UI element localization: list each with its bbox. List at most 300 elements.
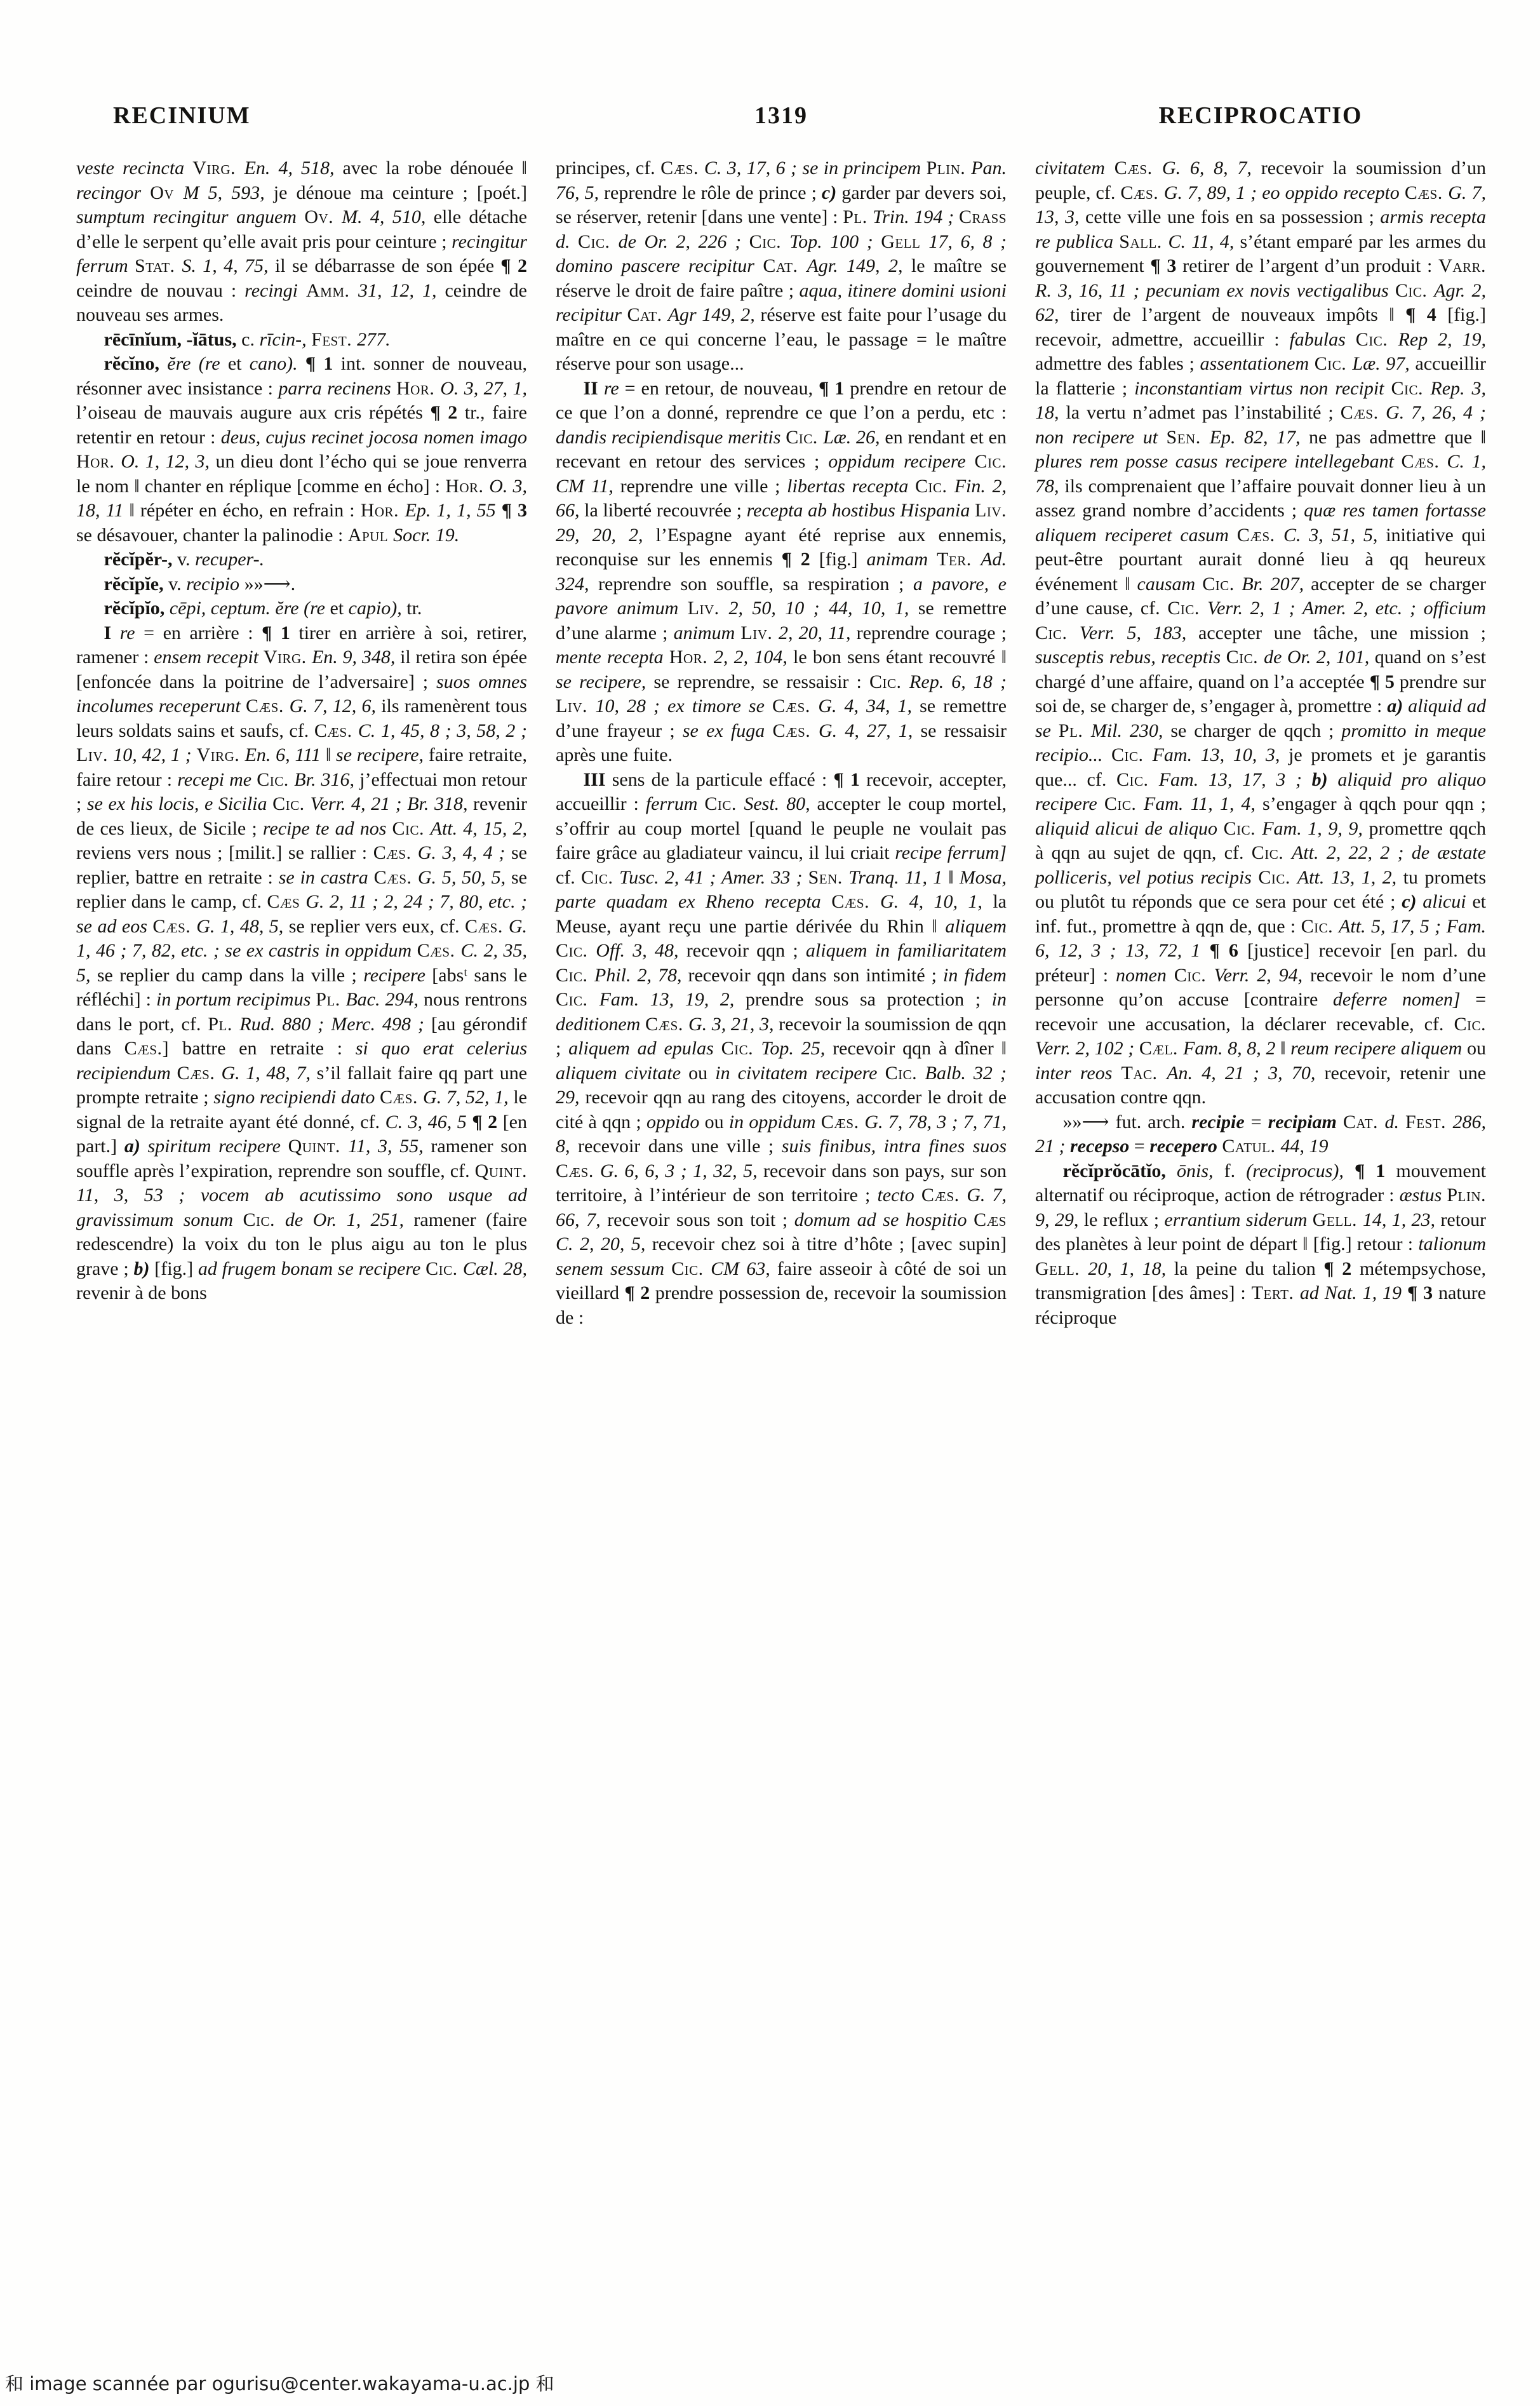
text-run: se remettre d’une frayeur ; [556,696,1007,741]
paragraph [76,572,527,597]
text-run: Att. 4, 15, 2, [430,817,528,839]
text-run: C. 3, 46, 5 [385,1111,472,1132]
text-run: et inf. fut., promettre à qqn de, que : [1035,891,1487,937]
text-run: rĕcĭno, [104,353,168,374]
text-run: rēcīnĭum, -ĭātus, [104,328,242,350]
text-run: Cic. [1116,769,1159,790]
text-run: parra recinens [278,377,396,399]
text-run: Varr. [1438,255,1487,276]
text-run: An. 4, 21 ; 3, 70, [1167,1062,1325,1084]
text-run: accueillir la flatterie ; [1035,353,1486,399]
text-run: recevoir chez soi à titre d’hôte ; [avec supin] [652,1233,1007,1254]
text-run: Cic. [915,475,954,497]
text-run: M. 4, 510, [342,206,434,227]
text-run: l’oiseau de mauvais augure aux cris répétés [76,402,431,423]
text-run: G. 7, 13, 3, [1035,182,1486,227]
text-run: c) [1402,891,1423,912]
text-run: c) [821,182,842,203]
text-run: Balb. 32 ; 29, [556,1062,1007,1108]
text-run: Rud. 880 ; Merc. 498 ; [239,1013,432,1035]
text-run: G. 7, 66, 7, [556,1185,1007,1230]
text-run: 11, 3, 55, [348,1136,431,1157]
text-run: je dénoue ma ceinture ; [poét.] [273,182,527,203]
text-run: aliquem [945,915,1007,937]
text-run: Att. 13, 1, 2, [1297,866,1403,888]
text-run: En. 6, 111 [244,744,326,765]
text-run: Cæs. [556,1160,600,1181]
text-run: deus, cujus recinet jocosa nomen imago [220,426,527,448]
text-run: ensem recepit [154,647,264,668]
text-run: ramener son souffle après l’expiration, reprendre son souffle, cf. [76,1136,527,1181]
text-run: Br. 207, [1242,573,1311,595]
text-run: aliquem ad epulas [568,1038,721,1059]
text-run: Cæl. [1139,1038,1184,1059]
text-run: C. 3, 17, 6 ; se in principem [704,158,927,178]
text-run: rĕcĭpĭe, [104,573,169,595]
text-run: Cat. [627,304,668,325]
text-run: prendre sous sa protection ; [745,989,992,1010]
text-run: ad frugem bonam se recipere [198,1258,426,1279]
text-run: recevoir, accepter, accueillir : [556,769,1007,814]
text-run: Tert. [1251,1282,1300,1303]
text-run: Cic. [1391,377,1431,399]
text-run: O. 1, 12, 3, [121,451,216,472]
text-run: recevoir qqn au rang des citoyens, accorder le droit de cité à qqn ; [556,1087,1007,1132]
text-run: ¶ 1 [833,769,867,790]
text-run: se ex his locis, e Sicilia [86,793,273,814]
text-run: C. 2, 20, 5, [556,1233,652,1254]
text-run: de Or. 1, 251, [285,1209,414,1230]
text-run: le bon sens étant recouvré ‖ [793,647,1007,668]
text-run: Verr. 2, 94, [1214,964,1310,986]
text-run: Agr. 2, 62, [1035,279,1486,325]
text-run: Phil. 2, 78, [594,964,688,986]
text-run: Att. 5, 17, 5 ; Fam. 6, 12, 3 ; 13, 72, 1 [1035,915,1486,961]
text-run: la Meuse, ayant reçu une partie dérivée du Rhin ‖ [556,891,1007,937]
text-run: Cæs. [465,915,509,937]
text-run: 277. [357,328,391,350]
paragraph [1035,156,1486,1110]
text-run: Fam. 13, 19, 2, [599,989,746,1010]
text-run: Amm. [306,279,358,301]
text-run: 20, 1, 18, [1088,1258,1174,1279]
text-run: faire asseoir à côté de soi un vieillard [556,1258,1007,1303]
text-run: j’effectuai mon retour ; [76,769,527,814]
text-run: se recipere, [556,671,654,692]
text-run: Liv. [76,744,114,765]
text-run: 14, 1, 23, [1362,1209,1441,1230]
text-run: ‖ répéter en écho, en refrain : [129,500,361,521]
text-run: talionum [1418,1233,1486,1254]
text-run: je promets et je garantis que... cf. [1035,744,1486,790]
text-run: [fig.] [154,1258,198,1279]
text-run: S. 1, 4, 75, [182,255,275,276]
text-run: recevoir qqn ; [686,940,806,961]
text-run: Gell. [1035,1258,1088,1279]
text-run: G. 7, 78, 3 ; 7, 71, 8, [556,1111,1007,1157]
text-run: ¶ 2 [781,549,819,570]
text-run: reprendre une ville ; [620,475,787,497]
text-run: se recipere, [336,744,429,765]
column-2 [556,156,1007,1330]
text-run: suos omnes incolumes receperunt [76,671,527,716]
text-run: CM 11, [556,475,620,497]
text-run: Fam. 13, 17, 3 ; [1158,769,1312,790]
text-run: Top. 25, [761,1038,833,1059]
text-columns [0,130,1540,1330]
text-run: G. 3, 4, 4 ; [417,842,511,863]
text-run: 286, 21 ; [1035,1111,1487,1157]
text-run: errantium siderum [1164,1209,1313,1230]
text-run: b) [133,1258,155,1279]
text-run: Sall. [1119,231,1168,252]
text-run: Liv. [975,500,1007,521]
text-run: ¶ 2 [624,1282,655,1303]
text-run: recevoir qqn à dîner ‖ [833,1038,1007,1059]
text-run: accepter le coup mortel, s’offrir au coup mortel [quand le peuple ne voulait pas faire grâce au gladiateur vaincu, il lui criait [556,793,1007,863]
text-run: G. 1, 46 ; 7, 82, etc. ; se ex castris in oppidum [76,915,528,961]
text-run: Cic. [869,671,910,692]
text-run: se charger de qqch ; [1170,720,1342,741]
text-run: Cat. [763,255,807,276]
text-run: Gell [881,231,929,252]
text-run: C. 1, 78, [1035,451,1486,497]
text-run: capio), [348,598,407,619]
text-run: Catul. [1222,1136,1281,1157]
text-run: la peine du talion [1174,1258,1324,1279]
paragraph [556,377,1007,768]
text-run: initiative qui peut-être pourtant aurait donné lieu à qq heureux événement ‖ [1035,524,1486,595]
text-run: et [330,598,349,619]
text-run: Mil. 230, [1090,720,1171,741]
text-run: int. sonner de nouveau, résonner avec insistance : [76,353,528,399]
text-run: recipere [363,964,432,986]
text-run: Cæs. [177,1062,222,1084]
text-run: G. 4, 27, 1, [819,720,921,741]
text-run: le maître se réserve le droit de faire paître ; [556,255,1007,301]
paragraph [76,156,527,328]
text-run: se replier dans le camp, cf. [76,866,527,912]
page-header [0,0,1540,130]
text-run: métempsychose, transmigration [des âmes] : [1035,1258,1487,1303]
paragraph [76,328,527,353]
text-run: ¶ 2 [1323,1258,1360,1279]
text-run: Liv. [556,696,596,716]
text-run: b) [1311,769,1338,790]
text-run: Pan. 76, 5, [556,158,1007,203]
paragraph [76,596,527,621]
text-run: retour des planètes à leur point de départ ‖ [fig.] retour : [1035,1209,1487,1254]
text-run: spiritum recipere [147,1136,288,1157]
text-run: ou [1466,1038,1486,1059]
text-run: Cic. [1167,598,1208,619]
text-run: Verr. 5, 183, [1079,622,1199,643]
text-run: 9, 29, [1035,1209,1084,1230]
text-run: Hor. [360,500,405,521]
text-run: recipie [1191,1111,1251,1132]
text-run: Cic. [1035,622,1080,643]
text-run: recepi me [177,769,257,790]
text-run: Cic. [1251,842,1292,863]
text-run: ou [704,1111,729,1132]
text-run: Cæs. [660,158,704,178]
text-run: nature réciproque [1035,1282,1486,1328]
text-run: Virg. [263,647,312,668]
text-run: En. 4, 518, [244,158,343,178]
text-run: s’étant emparé par les armes du gouvernement [1035,231,1486,276]
text-run: ‖ [948,866,960,888]
text-run: ¶ 1 [1354,1160,1396,1181]
text-run: faire retraite, faire retour : [76,744,527,790]
text-run: Sest. 80, [744,793,817,814]
text-run: 2, 2, 104, [713,647,794,668]
text-run: Cæs. [772,720,819,741]
text-run: Cæs. [1340,402,1386,423]
text-run: tu promets ou plutôt tu réponds que ce sera pour cet été ; [1035,866,1487,912]
text-run: Fam. 13, 10, 3, [1152,744,1289,765]
header-right-headword: RECIPROCATIO [1158,102,1363,129]
text-run: Ad. 324, [556,549,1007,595]
text-run: ¶ 2 [500,255,527,276]
text-run: Pl. [208,1013,240,1035]
text-run: G. 4, 10, 1, [880,891,993,912]
text-run: Cæs. [772,696,819,716]
text-run: susceptis rebus, receptis [1035,647,1226,668]
text-run: æstus [1399,1185,1447,1206]
paragraph [1035,1159,1486,1331]
text-run: Sen. [1166,426,1210,448]
text-run: »»⟶ fut. arch. [1062,1111,1192,1132]
text-run: [justice] recevoir [en parl. du préteur] : [1035,940,1487,986]
text-run: armis recepta re publica [1035,206,1486,252]
text-run: Ep. 82, 17, [1209,426,1309,448]
text-run: sens de la particule effacé : [612,769,834,790]
text-run: rĕcĭpĭo, [104,598,170,619]
text-run: Cic. [885,1062,925,1084]
text-run: a) [1387,696,1409,716]
text-run: Ep. 1, 1, 55 [405,500,502,521]
text-run: Fin. 2, 66, [556,475,1007,521]
text-run: veste recincta [76,158,193,178]
text-run: il se débarrasse de son épée [274,255,501,276]
text-run: Cæs. [380,1087,424,1108]
text-run: Cic. [578,231,619,252]
text-run: ¶ 1 [262,622,299,643]
text-run: animum [673,622,741,643]
text-run: I [104,622,120,643]
text-run: revenir à de bons [76,1282,207,1303]
text-run: Agr 149, 2, [667,304,761,325]
text-run: ōnis, [1177,1160,1224,1181]
text-run: Cæs.] [124,1038,183,1059]
text-run: G. 2, 11 ; 2, 24 ; 7, 80, etc. ; se ad eos [76,891,527,937]
text-run: retirer de l’argent d’un produit : [1182,255,1439,276]
text-run: Cic. [556,940,596,961]
text-run: 10, 28 ; ex timore se [595,696,772,716]
text-run: recepero [1149,1136,1222,1157]
text-run: Cæs. [1114,158,1162,178]
text-run: ceindre de nouvau : [76,279,245,301]
text-run: aliquem civitate [556,1062,689,1084]
text-run: Gell. [1312,1209,1363,1230]
text-run: s’engager à qqch pour qqn ; [1262,793,1486,814]
text-run: = [1134,1136,1150,1157]
text-run: En. 9, 348, [311,647,401,668]
text-run: G. 7, 12, 6, [289,696,382,716]
text-run: accepter de se charger d’une cause, cf. [1035,573,1486,619]
text-run: G. 1, 48, 7, [221,1062,317,1084]
text-run: ils ramenèrent tous leurs soldats sains et saufs, cf. [76,696,527,741]
text-run: se replier, battre en retraite : [76,842,527,888]
text-run: ¶ 2 [430,402,465,423]
text-run: aqua, itinere domini usioni recipitur [556,279,1007,325]
text-run: ramener (faire redescendre) la voix du ton le plus aigu au ton le plus grave ; [76,1209,527,1279]
text-run: nous rentrons dans le port, cf. [76,989,528,1035]
text-run: battre en retraite : [182,1038,356,1059]
text-run: Ter. [937,549,981,570]
text-run: Fest. [1405,1111,1453,1132]
text-run: Stat. [135,255,182,276]
text-run: C. 3, 51, 5, [1283,524,1386,546]
text-run: inconstantiam virtus non recipit [1134,377,1391,399]
text-run: d. [556,231,579,252]
text-run: cette ville une fois en sa possession ; [1085,206,1381,227]
text-run: Cic. [1174,964,1214,986]
text-run: 10, 42, 1 ; [113,744,197,765]
text-run: v. [177,549,196,570]
text-run: recipiam [1268,1111,1343,1132]
paragraph [1035,1110,1486,1159]
text-run: réserve est faite pour l’usage du maître en ce qui concerne l’eau, le passage = le maître réserve pour son usage... [556,304,1007,374]
text-run: G. 7, 52, 1, [423,1087,514,1108]
text-run: mouvement alternatif ou réciproque, action de rétrograder : [1035,1160,1486,1206]
text-run: G. 6, 8, 7, [1162,158,1261,178]
text-run: un dieu dont l’écho qui se joue renverra le nom ‖ chanter en réplique [comme en écho] : [76,451,527,497]
text-run: Cic. [1454,1013,1486,1035]
text-run: recevoir sous son toit ; [607,1209,794,1230]
text-run: Cic. [1395,279,1435,301]
text-run: recipe ferrum] [895,842,1007,863]
text-run: suis finibus, intra fines suos [781,1136,1007,1157]
text-run: recepso [1070,1136,1134,1157]
text-run: reprendre courage ; [856,622,1007,643]
text-run: de Or. 2, 101, [1264,647,1375,668]
text-run: aliquid pro aliquo recipere [1035,769,1486,814]
text-run: Hor. [396,377,441,399]
text-run: Top. 100 ; [789,231,881,252]
text-run: 2, 20, 11, [778,622,857,643]
text-run: G. 7, 89, 1 ; eo oppido recepto [1163,182,1405,203]
text-run: ne pas admettre que ‖ [1309,426,1486,448]
text-run: 2, 50, 10 ; 44, 10, 1, [728,598,918,619]
text-run: s’il fallait faire qq part une prompte retraite ; [76,1062,528,1108]
text-run: se replier vers eux, cf. [288,915,465,937]
text-run: Apul [347,524,394,546]
text-run: Liv. [740,622,779,643]
text-run: Cic. [1223,817,1262,839]
text-run: ad Nat. 1, 19 [1299,1282,1407,1303]
text-run: ¶ 1 [305,353,341,374]
text-run: 44, 19 [1280,1136,1329,1157]
text-run: elle détache d’elle le serpent qu’elle avait pris pour ceinture ; [76,206,527,252]
text-run: Cic. [1301,915,1339,937]
text-run: tr., faire retentir en retour : [76,402,527,448]
text-run: Verr. 4, 21 ; Br. 318, [310,793,474,814]
text-run: cf. [556,866,581,888]
text-run: Hor. [669,647,714,668]
text-run: Att. 2, 22, 2 ; de æstate polliceris, vel potius recipis [1035,842,1486,888]
text-run: Virg. [196,744,245,765]
text-run: se replier du camp dans la ville ; [97,964,364,986]
paragraph [556,768,1007,1331]
text-run: ou [688,1062,716,1084]
text-run: Cic. [272,793,311,814]
text-run: ceindre de nouveau ses armes. [76,279,528,325]
paragraph [556,156,1007,377]
text-run: recipe te ad nos [262,817,392,839]
text-run: reprendre le rôle de prince ; [604,182,822,203]
text-run: Tac. [1121,1062,1167,1084]
text-run: recuper-. [195,549,265,570]
paragraph [76,621,527,1306]
text-run: Cic. [1258,866,1297,888]
scan-watermark: 和 image scannée par ogurisu@center.wakayama-u.ac.jp 和 [5,2373,554,2395]
text-run: Cæs. [1236,524,1283,546]
text-run: »»⟶. [244,573,296,595]
text-run: deferre nomen] [1332,989,1476,1010]
text-run: prendre possession de, recevoir la soumission de : [556,1282,1007,1328]
header-left-headword: RECINIUM [113,102,251,129]
text-run: re [119,622,144,643]
text-run: recipio [186,573,244,595]
text-run: Quint. [474,1160,527,1181]
text-run: in portum recipimus [156,989,316,1010]
text-run: Crass [958,206,1007,227]
text-run: Cic. [1104,793,1144,814]
text-run: ¶ 6 [1209,940,1248,961]
text-run: [absᵗ sans le réfléchi] : [76,964,527,1010]
text-run: ¶ 1 [819,377,850,399]
text-run: d. [1384,1111,1406,1132]
text-run: Rep. 3, 18, [1035,377,1486,423]
text-run: Fam. 8, 8, 2 [1183,1038,1281,1059]
text-run: le signal de la retraite ayant été donné, cf. [76,1087,527,1132]
text-run: Fam. 1, 9, 9, [1262,817,1369,839]
text-run: Ov. [304,206,342,227]
text-run: civitatem [1035,158,1115,178]
text-run: quand on s’est chargé d’une affaire, quand on l’a acceptée [1035,647,1486,692]
text-run: Plin. [1447,1185,1486,1206]
text-run: = en retour, de nouveau, [624,377,819,399]
text-run: recingitur ferrum [76,231,527,276]
text-run: dandis recipiendisque meritis [556,426,786,448]
text-run: et [227,353,250,374]
text-run: Tusc. 2, 41 ; Amer. 33 ; [619,866,808,888]
text-run: fabulas [1289,328,1356,350]
text-run: ¶ 3 [1150,255,1183,276]
text-run: Virg. [192,158,244,178]
text-run: Cæs. [921,1185,967,1206]
text-run: v. [168,573,187,595]
text-run: Cic. [556,989,599,1010]
text-run: Mosa, parte quadam ex Rheno recepta [556,866,1007,912]
text-run: ĕre (re [167,353,228,374]
text-run: cēpi, ceptum. ĕre (re [169,598,330,619]
text-run: (reciprocus), [1246,1160,1355,1181]
text-run: 17, 6, 8 ; domino pascere recipitur [556,231,1007,276]
text-run: Cæs. [1401,451,1447,472]
text-run: Cæs. [373,866,418,888]
